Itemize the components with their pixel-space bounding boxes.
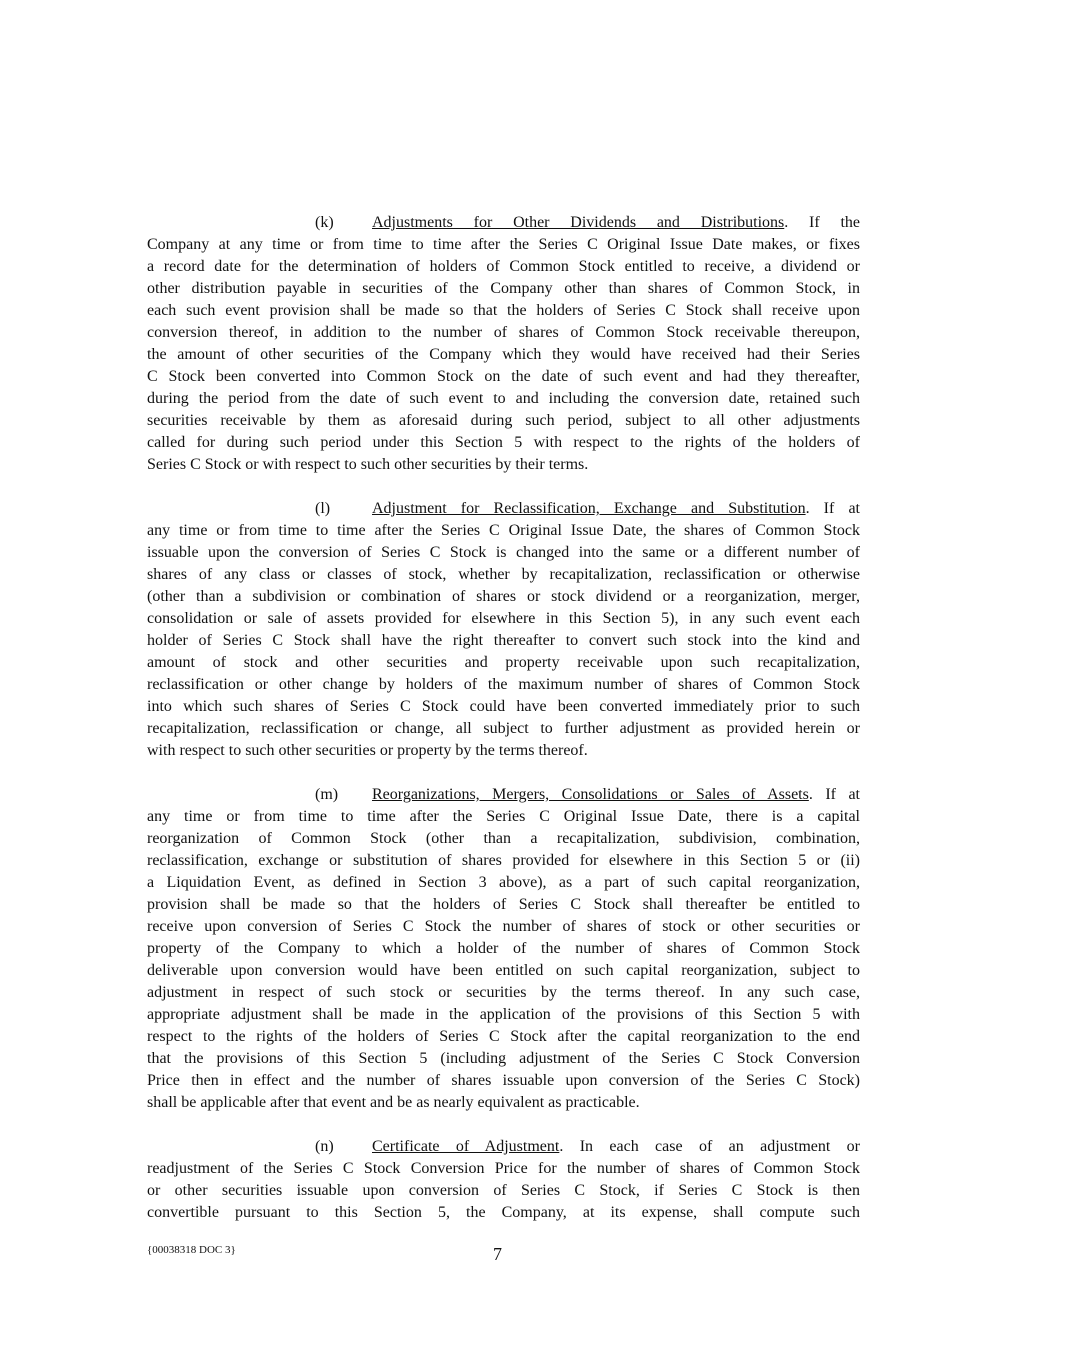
paragraph-text-line: Series C Stock or with respect to such other securities by their terms. (147, 456, 589, 473)
paragraph-text-line: any time or from time to time after the Series C Original Issue Date, the shares of Common Stock (147, 522, 860, 539)
paragraph-text-line: Price then in effect and the number of shares issuable upon conversion of the Series C Stock) (147, 1072, 860, 1089)
paragraph-first-line (147, 212, 860, 234)
paragraph-text-line: C Stock been converted into Common Stock on the date of such event and had they thereafter, (147, 368, 860, 385)
paragraph-text-line: conversion thereof, in addition to the number of shares of Common Stock receivable thereupon, (147, 324, 860, 341)
paragraph-text-line: reorganization of Common Stock (other than a recapitalization, subdivision, combination, (147, 830, 860, 847)
section-paragraph-m (147, 784, 860, 1114)
paragraph-text-line: reclassification, exchange or substitution of shares provided for elsewhere in this Section 5 or (ii) (147, 852, 860, 869)
paragraph-heading-line (372, 1136, 860, 1158)
paragraph-text-line: into which such shares of Series C Stock could have been converted immediately prior to such (147, 698, 860, 715)
paragraph-text-line: holder of Series C Stock shall have the right thereafter to convert such stock into the kind and (147, 632, 860, 649)
footer-document-id: {00038318 DOC 3} (147, 1244, 236, 1256)
paragraph-text-line: property of the Company to which a holder of the number of shares of Common Stock (147, 940, 860, 957)
paragraph-text-line: any time or from time to time after the Series C Original Issue Date, there is a capital (147, 808, 860, 825)
paragraph-first-line (147, 1136, 860, 1158)
paragraph-text-line: consolidation or sale of assets provided for elsewhere in this Section 5), in any such event each (147, 610, 860, 627)
paragraph-heading-line (372, 212, 860, 234)
section-paragraph-k (147, 212, 860, 476)
paragraph-heading-tail: . In each case of an adjustment or (559, 1138, 860, 1155)
section-paragraph-n (147, 1136, 860, 1224)
paragraph-text-line: provision shall be made so that the holders of Series C Stock shall thereafter be entitled to (147, 896, 860, 913)
paragraph-text-line: recapitalization, reclassification or change, all subject to further adjustment as provided herein or (147, 720, 860, 737)
paragraph-text-line: reclassification or other change by holders of the maximum number of shares of Common Stock (147, 676, 860, 693)
paragraph-label: (l) (315, 500, 331, 517)
paragraph-text-line: the amount of other securities of the Company which they would have received had their Series (147, 346, 860, 363)
paragraph-text-line: convertible pursuant to this Section 5, the Company, at its expense, shall compute such (147, 1204, 860, 1221)
paragraph-text-line: that the provisions of this Section 5 (including adjustment of the Series C Stock Conversion (147, 1050, 860, 1067)
paragraph-text-line: respect to the rights of the holders of Series C Stock after the capital reorganization to the end (147, 1028, 860, 1045)
paragraph-text-line: shall be applicable after that event and be as nearly equivalent as practicable. (147, 1094, 640, 1111)
paragraph-first-line (147, 784, 860, 806)
section-paragraph-l (147, 498, 860, 762)
paragraph-text-line: or other securities issuable upon conversion of Series C Stock, if Series C Stock is then (147, 1182, 860, 1199)
paragraph-heading-tail: . If at (805, 500, 860, 517)
paragraph-text-line: a record date for the determination of holders of Common Stock entitled to receive, a dividend or (147, 258, 860, 275)
paragraph-heading: Adjustments for Other Dividends and Distributions (372, 214, 785, 231)
paragraph-text-line: securities receivable by them as aforesaid during such period, subject to all other adjustments (147, 412, 860, 429)
paragraph-text-line: Company at any time or from time to time after the Series C Original Issue Date makes, or fixes (147, 236, 860, 253)
document-body (147, 212, 860, 1246)
paragraph-text-line: (other than a subdivision or combination of shares or stock dividend or a reorganization, merger, (147, 588, 860, 605)
paragraph-label: (k) (315, 214, 334, 231)
indent (147, 498, 315, 520)
paragraph-heading: Reorganizations, Mergers, Consolidations or Sales of Assets (372, 786, 809, 803)
paragraph-heading-tail: . If at (808, 786, 860, 803)
paragraph-text-line: during the period from the date of such event to and including the conversion date, retained such (147, 390, 860, 407)
paragraph-text-line: receive upon conversion of Series C Stock the number of shares of stock or other securities or (147, 918, 860, 935)
paragraph-text-line: other distribution payable in securities of the Company other than shares of Common Stock, in (147, 280, 860, 297)
paragraph-text-line: with respect to such other securities or property by the terms thereof. (147, 742, 588, 759)
paragraph-text-line: shares of any class or classes of stock, whether by recapitalization, reclassification or otherwise (147, 566, 860, 583)
paragraph-text-line: adjustment in respect of such stock or securities by the terms thereof. In any such case, (147, 984, 860, 1001)
page-number: 7 (493, 1244, 502, 1264)
paragraph-text-line: amount of stock and other securities and property receivable upon such recapitalization, (147, 654, 860, 671)
paragraph-label: (n) (315, 1138, 334, 1155)
paragraph-heading: Certificate of Adjustment (372, 1138, 560, 1155)
paragraph-text-line: called for during such period under this Section 5 with respect to the rights of the holders of (147, 434, 860, 451)
paragraph-first-line (147, 498, 860, 520)
paragraph-text-line: a Liquidation Event, as defined in Section 3 above), as a part of such capital reorganization, (147, 874, 860, 891)
paragraph-text-line: issuable upon the conversion of Series C Stock is changed into the same or a different number of (147, 544, 860, 561)
indent (147, 212, 315, 234)
indent (147, 1136, 315, 1158)
paragraph-text-line: each such event provision shall be made so that the holders of Series C Stock shall receive upon (147, 302, 860, 319)
paragraph-heading-line (372, 498, 860, 520)
paragraph-text-line: appropriate adjustment shall be made in the application of the provisions of this Section 5 with (147, 1006, 860, 1023)
paragraph-label: (m) (315, 786, 339, 803)
indent (147, 784, 315, 806)
paragraph-heading: Adjustment for Reclassification, Exchange and Substitution (372, 500, 806, 517)
paragraph-heading-line (372, 784, 860, 806)
paragraph-text-line: deliverable upon conversion would have been entitled on such capital reorganization, subject to (147, 962, 860, 979)
paragraph-text-line: readjustment of the Series C Stock Conversion Price for the number of shares of Common Stock (147, 1160, 860, 1177)
paragraph-heading-tail: . If the (784, 214, 861, 231)
